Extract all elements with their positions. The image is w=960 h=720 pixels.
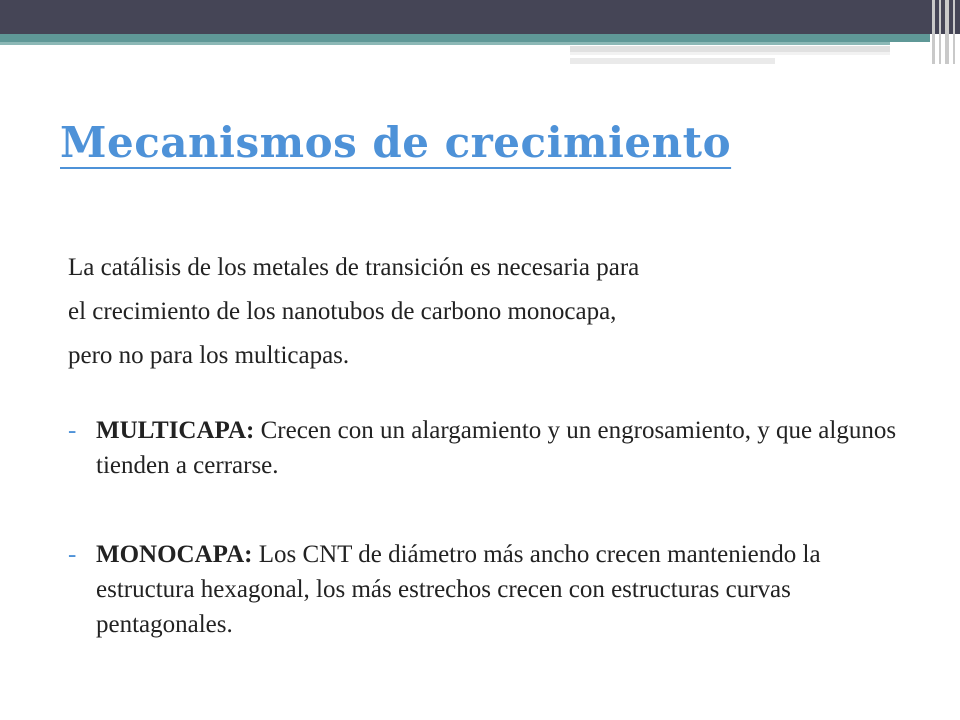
top-dark-band <box>0 0 960 34</box>
intro-line: pero no para los multicapas. <box>68 342 350 369</box>
edge-decoration <box>930 0 960 64</box>
bullet-dash: - <box>68 417 77 444</box>
bullet-label: MULTICAPA: <box>96 417 255 444</box>
teal-accent-line <box>0 34 930 42</box>
bullet-content <box>96 537 898 642</box>
intro-paragraph <box>68 246 888 378</box>
bullet-dash: - <box>68 541 77 568</box>
bullet-text: Crecen con un alargamiento y un engrosamiento, y que algunos tienden a cerrarse. <box>96 417 897 479</box>
grey-accent-bar <box>570 52 890 55</box>
bullet-multicapa <box>68 413 898 483</box>
teal-accent-line-thin <box>0 42 890 45</box>
intro-line: La catálisis de los metales de transición es necesaria para <box>68 254 640 281</box>
bullet-content <box>96 413 898 483</box>
bullet-monocapa <box>68 537 898 642</box>
slide-title: Mecanismos de crecimiento <box>60 118 732 167</box>
intro-line: el crecimiento de los nanotubos de carbono monocapa, <box>68 298 617 325</box>
grey-accent-bar-short <box>570 58 775 64</box>
bullet-text: Los CNT de diámetro más ancho crecen manteniendo la estructura hexagonal, los más estrechos crecen con estructuras curvas pentagonales. <box>96 541 821 638</box>
bullet-label: MONOCAPA: <box>96 541 253 568</box>
